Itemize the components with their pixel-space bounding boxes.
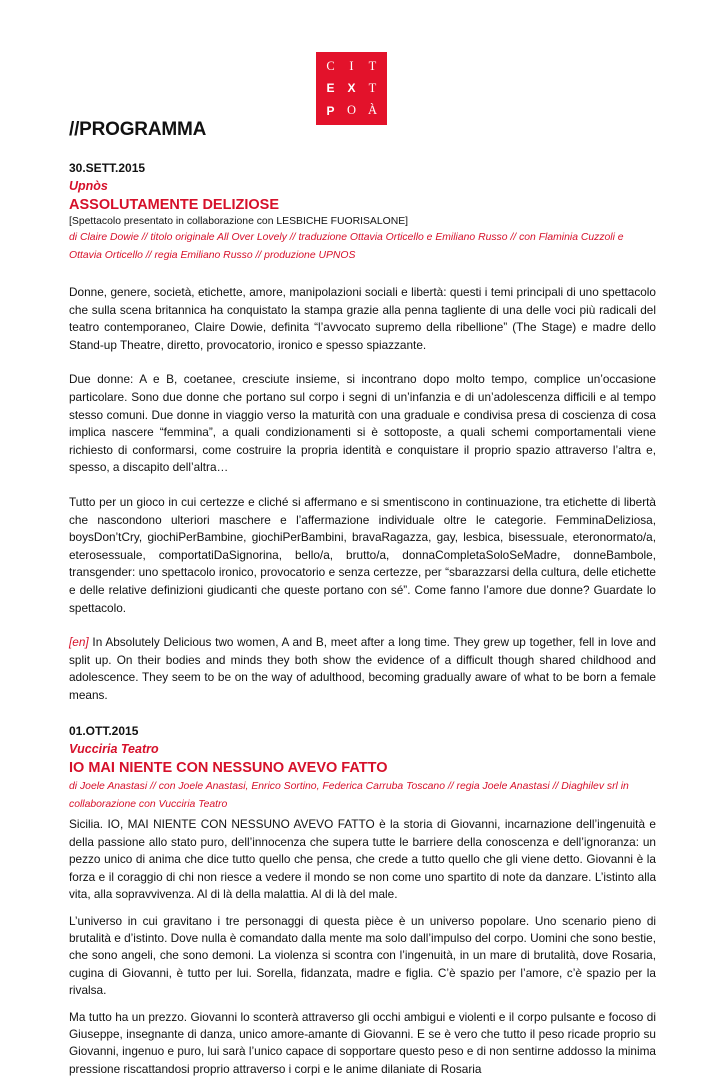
logo-letter: T	[368, 58, 377, 73]
logo-letter: P	[326, 103, 335, 118]
english-paragraph	[69, 634, 656, 704]
description-paragraph: Sicilia. IO, MAI NIENTE CON NESSUNO AVEVO FATTO è la storia di Giovanni, incarnazione dell’ingenuità e della passione allo stato puro, dell’innocenza che supera tutte le barriere della conoscenza e dell’ignoranza: un pezzo unico di anima che dice tutto quello che pensa, che crede a tutto quello che gli viene detto. Giovanni è la forza e il coraggio di chi non riesce a vedere il mondo se non come uno spartito di note da danzare. L’istinto alla vita, alla sopravvivenza. Al di là della malattia. Al di là del male.	[69, 817, 656, 902]
show-date: 30.SETT.2015	[69, 161, 146, 175]
logo-letter: E	[326, 81, 335, 96]
logo-letter: O	[346, 103, 357, 118]
description-paragraph: Due donne: A e B, coetanee, cresciute insieme, si incontrano dopo molto tempo, complice un’occasione particolare. Sono due donne che portano sul corpo i segni di un’infanzia e di un’adolescenza difficili e al tempo stesso comuni. Due donne in viaggio verso la maturità con una graduale e condivisa presa di coscienza di cosa implica nascere “femmina”, a quali condizionamenti si è sottoposte, a quali schemi comportamentali viene richiesto di conformarsi, come costruire la propria identità e conquistare il proprio spazio attraverso l’altra e, spesso, a discapito dell’altra…	[69, 372, 656, 475]
logo-letter: À	[367, 103, 378, 118]
description-paragraph: L’universo in cui gravitano i tre personaggi di questa pièce è un universo popolare. Uno scenario pieno di brutalità e d’istinto. Dove nulla è comandato dalla mente ma solo dall’impulso del corpo. Uomini che sono bestie, che sono angeli, che sono demoni. La violenza si scontra con l’ingenuità, in un mare di brutalità, dove Rosaria, cugina di Giovanni, è tutto per lui. Sorella, fidanzata, madre e figlia. C’è spazio per l’amore, c’è spazio per la rivalsa.	[69, 913, 656, 998]
show-title: ASSOLUTAMENTE DELIZIOSE	[69, 197, 279, 213]
show-credits: di Claire Dowie // titolo originale All Over Lovely // traduzione Ottavia Orticello e Emiliano Russo // con Flaminia Cuzzoli e Ottavia Orticello // regia Emiliano Russo // produzione UPNOS	[69, 232, 624, 261]
company-name: Vucciria Teatro	[69, 742, 159, 757]
description-paragraph: Donne, genere, società, etichette, amore, manipolazioni sociali e libertà: questi i temi principali di uno spettacolo che sulla scena britannica ha conquistato la stampa grazie alla penna tagliente di una delle voci più radicali del teatro contemporaneo, Claire Dowie, definita “l’avvocato supremo della ribellione” (The Stage) e madre dello Stand-up Theatre, diretto, provocatorio, ironico e spesso spiazzante.	[69, 285, 656, 352]
show-2	[69, 724, 656, 1078]
description-paragraph: Tutto per un gioco in cui certezze e cliché si affermano e si smentiscono in continuazione, tra etichette di libertà che nascondono ulteriori maschere e l’affermazione individuale oltre le categorie. FemminaDeliziosa, boysDon’tCry, giochiPerBambine, giochiPerBambini, bravaRagazza, gay, lesbica, bisessuale, eteronormato/a, eterosessuale, comportatiDaSignorina, bello/a, brutto/a, donnaCompletaSoloSeMadre, donneBambole, transgender: uno spettacolo ironico, provocatorio e senza certezze, per “sbarazzarsi della cultura, delle etichette e delle relative definizioni giudicanti che queste portano con sé”. Come fanno l’amore due donne? Guardate lo spettacolo.	[69, 494, 656, 615]
logo-letter: I	[349, 58, 354, 73]
language-tag: [en]	[69, 635, 89, 650]
program-content	[69, 161, 656, 1078]
company-name: Upnòs	[69, 179, 108, 193]
logo-letter: T	[368, 80, 377, 95]
english-text: In Absolutely Delicious two women, A and B, meet after a long time. They grew up together, fell in love and split up. On their bodies and minds they both show the evidence of a difficult though shared childhood and adolescence. They seem to be on the way of adulthood, becoming gradually aware of what to be born a female means.	[69, 635, 656, 702]
logo-letter: X	[347, 81, 356, 96]
show-date: 01.OTT.2015	[69, 724, 139, 739]
show-credits: di Joele Anastasi // con Joele Anastasi, Enrico Sortino, Federica Carruba Toscano // regia Joele Anastasi // Diaghilev srl in collaborazione con Vucciria Teatro	[69, 781, 629, 810]
show-title: IO MAI NIENTE CON NESSUNO AVEVO FATTO	[69, 760, 388, 777]
show-1	[69, 161, 656, 704]
page-title: //PROGRAMMA	[69, 119, 207, 140]
logo	[316, 52, 387, 125]
show-note: [Spettacolo presentato in collaborazione con LESBICHE FUORISALONE]	[69, 216, 409, 227]
logo-letter: C	[326, 58, 335, 73]
description-paragraph: Ma tutto ha un prezzo. Giovanni lo sconterà attraverso gli occhi ambigui e violenti e il corpo pulsante e focoso di Giuseppe, insegnante di danza, unico amore-amante di Giovanni. E se è vero che tutto il peso ricade proprio su Giovanni, ingenuo e puro, lui sarà l’unico capace di sopportare questo peso e di non sentirne addosso la minima pressione riscattandosi proprio attraverso i corpi e le anime dilaniate di Rosaria	[69, 1009, 656, 1076]
